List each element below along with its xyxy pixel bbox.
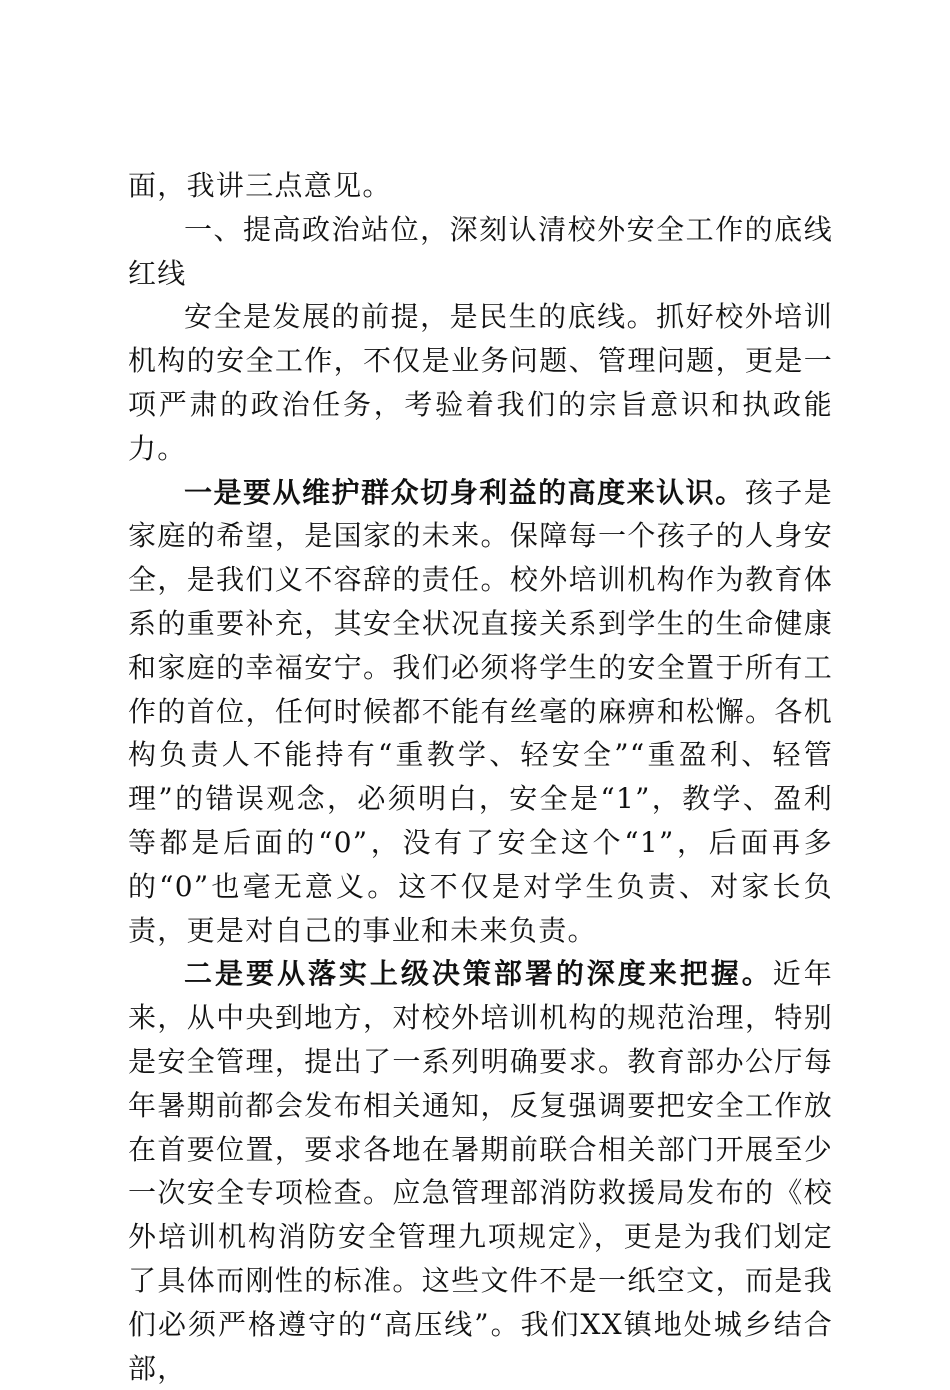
document-body bbox=[128, 164, 833, 1390]
paragraph-text: 面，我讲三点意见。 bbox=[128, 169, 392, 202]
paragraph-point-one bbox=[128, 471, 833, 953]
paragraph-overview bbox=[128, 295, 833, 470]
paragraph-intro bbox=[128, 164, 833, 208]
section-heading bbox=[128, 208, 833, 296]
paragraph-text: 近年来，从中央到地方，对校外培训机构的规范治理，特别是安全管理，提出了一系列明确要求。教育部办公厅每年暑期前都会发布相关通知，反复强调要把安全工作放在首要位置，要求各地在暑期前联合相关部门开展至少一次安全专项检查。应急管理部消防救援局发布的《校外培训机构消防安全管理九项规定》，更是为我们划定了具体而刚性的标准。这些文件不是一纸空文，而是我们必须严格遵守的“高压线”。我们XX镇地处城乡结合部， bbox=[128, 957, 834, 1385]
point-one-lead: 一是要从维护群众切身利益的高度来认识。 bbox=[184, 475, 745, 509]
heading-text: 一、提高政治站位，深刻认清校外安全工作的底线红线 bbox=[128, 212, 833, 290]
point-two-lead: 二是要从落实上级决策部署的深度来把握。 bbox=[184, 957, 773, 991]
paragraph-point-two bbox=[128, 952, 833, 1390]
paragraph-text: 孩子是家庭的希望，是国家的未来。保障每一个孩子的人身安全，是我们义不容辞的责任。校外培训机构作为教育体系的重要补充，其安全状况直接关系到学生的生命健康和家庭的幸福安宁。我们必须将学生的安全置于所有工作的首位，任何时候都不能有丝毫的麻痹和松懈。各机构负责人不能持有“重教学、轻安全”“重盈利、轻管理”的错误观念，必须明白，安全是“1”，教学、盈利等都是后面的“0”，没有了安全这个“1”，后面再多的“0”也毫无意义。这不仅是对学生负责、对家长负责，更是对自己的事业和未来负责。 bbox=[128, 475, 834, 947]
paragraph-text: 安全是发展的前提，是民生的底线。抓好校外培训机构的安全工作，不仅是业务问题、管理问题，更是一项严肃的政治任务，考验着我们的宗旨意识和执政能力。 bbox=[128, 300, 833, 465]
